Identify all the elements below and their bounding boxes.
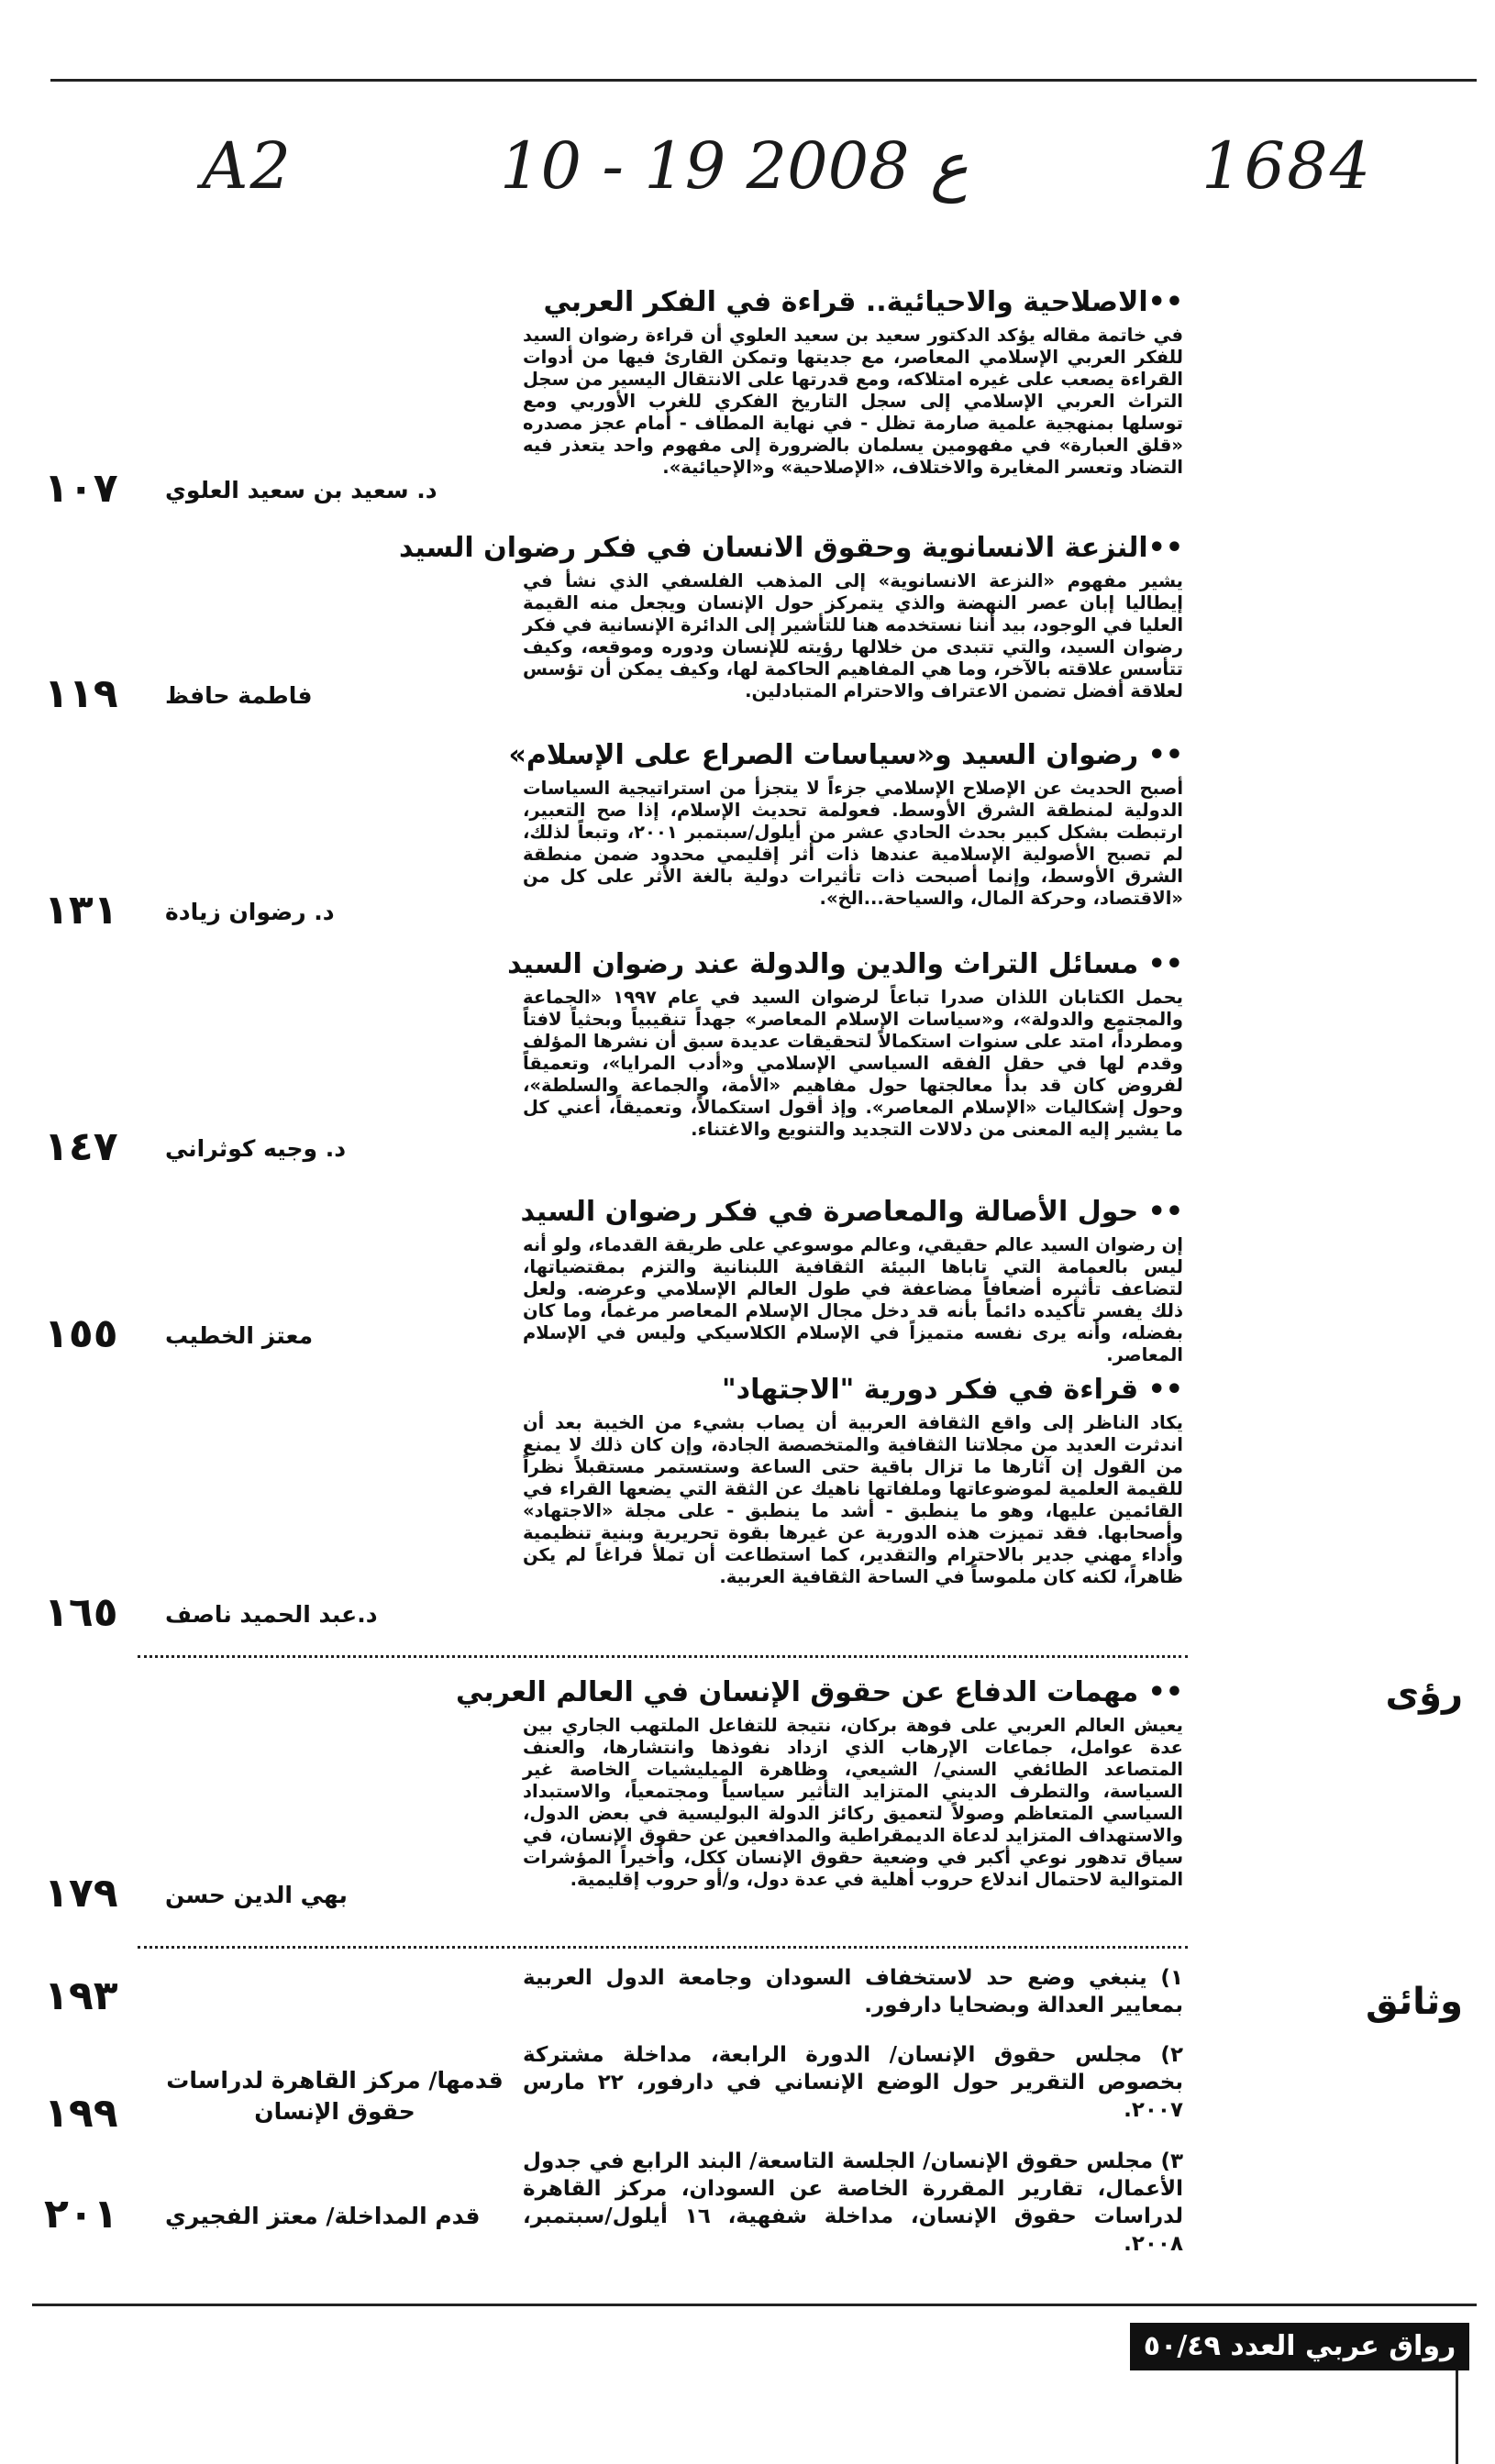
article-entry [520,1194,1183,1366]
document-summary: ٢) مجلس حقوق الإنسان/ الدورة الرابعة، مداخلة مشتركة بخصوص التقرير حول الوضع الإنساني في دارفور، ٢٢ مارس ٢٠٠٧. [523,2043,1183,2122]
document-summary: ١) ينبغي وضع حد لاستخفاف السودان وجامعة الدول العربية بمعايير العدالة وبضحايا دارفور. [523,1966,1183,2017]
article-summary: يكاد الناظر إلى واقع الثقافة العربية أن يصاب بشيء من الخيبة بعد أن اندثرت العديد من مجلاتنا الثقافية والمتخصصة الجادة، وإن كان ذلك لا يمنع من القول إن آثارها ما تزال باقية حتى الساعة وستستمر مستقبلاً نظراً للقيمة العلمية لموضوعاتها وملفاتها ناهيك عن الثقة التي يضعها القراء في القائمين عليها، وهو ما ينطبق - أشد ما ينطبق - على مجلة «الاجتهاد» وأصحابها. فقد تميزت هذه الدورية عن غيرها بقوة تحريرية وبنية تنظيمية وأداء مهني جدير بالاحترام والتقدير، كما استطاعت أن تملأ فراغاً لم يكن ظاهراً، لكنه كان ملموساً في الساحة الثقافية العربية. [523,1412,1183,1587]
page-number: ١٧٩ [44,1870,118,1917]
document-entry [523,1964,1183,2019]
article-entry [456,1674,1183,1891]
page-number: ١٥٥ [44,1310,118,1357]
article-summary: أصبح الحديث عن الإصلاح الإسلامي جزءاً لا يتجزأ من استراتيجية السياسات الدولية لمنطقة الشرق الأوسط. فعولمة تحديث الإسلام، إذا صح التعبير، ارتبطت بشكل كبير بحدث الحادي عشر من أيلول/سبتمبر ٢٠٠١، وتبعاً لذلك، لم تصبح الأصولية الإسلامية عندها ذات أثر إقليمي محدود ضمن منطقة الشرق الأوسط، وإنما أصبحت ذات تأثيرات دولية بالغة الأثر على كل من «الاقتصاد، وحركة المال، والسياحة...الخ». [523,778,1183,909]
corner-line [1456,2370,1458,2464]
article-title: •• مسائل التراث والدين والدولة عند رضوان السيد [507,948,1183,980]
article-author: د. سعيد بن سعيد العلوي [165,477,437,503]
article-entry [523,284,1183,479]
article-author: فاطمة حافظ [165,682,313,709]
document-summary: ٣) مجلس حقوق الإنسان/ الجلسة التاسعة/ البند الرابع في جدول الأعمال، تقارير المقررة الخاصة عن السودان، مركز القاهرة لدراسات حقوق الإنسان، مداخلة شفهية، ١٦ أيلول/سبتمبر، ٢٠٠٨. [523,2149,1183,2256]
article-summary: يعيش العالم العربي على فوهة بركان، نتيجة للتفاعل الملتهب الجاري بين عدة عوامل، جماعات الإرهاب الذي ازداد نفوذها وانتشارها، والعنف المتصاعد الطائفي السني/ الشيعي، وظاهرة الميليشيات الخاصة غير السياسة، والتطرف الديني المتزايد التأثير سياسياً ومجتمعياً، والاستبداد السياسي المتعاظم وصولاً لتعميق ركائز الدولة البوليسية في بعض الدول، والاستهداف المتزايد لدعاة الديمقراطية والمدافعين عن حقوق الإنسان، في سياق تدهور نوعي أكبر في وضعية حقوق الإنسان ككل، وأخيراً المؤشرات المتوالية لاحتمال اندلاع حروب أهلية في عدة دول، و/أو حروب إقليمية. [523,1715,1183,1890]
article-entry [523,1372,1183,1588]
handwritten-date: 10 - 19 ع 2008 [500,128,969,204]
page-number: ١٠٧ [44,465,118,512]
article-summary: يحمل الكتابان اللذان صدرا تباعاً لرضوان السيد في عام ١٩٩٧ «الجماعة والمجتمع والدولة»، و«سياسات الإسلام المعاصر» جهداً تنقيبياً وبحثياً لافتاً ومطرداً، امتد على سنوات استكمالاً لتحقيقات عديدة سبق أن نشرها المؤلف وقدم لها في حقل الفقه السياسي الإسلامي و«أدب المرايا»، وتعميقاً لفروض كان قد بدأ معالجتها حول مفاهيم «الأمة، والجماعة والسلطة»، وحول إشكاليات «الإسلام المعاصر». وإذ أقول استكمالاً، وتعميقاً، أعني كل ما يشير إليه المعنى من دلالات التجديد والتنويع والاغتناء. [523,987,1183,1140]
document-entry [523,2041,1183,2124]
article-title: ••الاصلاحية والاحيائية.. قراءة في الفكر العربي [543,286,1183,318]
section-label-views: رؤى [1385,1673,1463,1715]
handwritten-code: A2 [202,128,293,204]
page-number: ١٣١ [44,887,118,934]
article-entry [508,737,1183,910]
article-author: معتز الخطيب [165,1322,314,1349]
journal-footer: رواق عربي العدد ٥٠/٤٩ [1130,2323,1469,2370]
article-title: •• مهمات الدفاع عن حقوق الإنسان في العالم العربي [456,1676,1183,1708]
section-divider [138,1655,1188,1658]
article-summary: إن رضوان السيد عالم حقيقي، وعالم موسوعي على طريقة القدماء، ولو أنه ليس بالعمامة التي تاباها البيئة الثقافية اللبنانية والتزم بمقتضياتها، لتضاعف تأثيره أضعافاً مضاعفة في طول العالم الإسلامي وعرضه. ولعل ذلك يفسر تأكيده دائماً بأنه قد دخل مجال الإسلام المعاصر مرغماً، وما كان بفضله، وأنه يرى نفسه متميزاً في الإسلام الكلاسيكي وليس في الإسلام المعاصر. [523,1234,1183,1365]
document-entry [523,2148,1183,2258]
article-title: •• حول الأصالة والمعاصرة في فكر رضوان السيد [520,1196,1183,1228]
article-title: ••النزعة الانسانوية وحقوق الانسان في فكر رضوان السيد [399,532,1183,564]
page-number: ٢٠١ [44,2191,118,2237]
article-summary: يشير مفهوم «النزعة الانسانوية» إلى المذهب الفلسفي الذي نشأ في إيطاليا إبان عصر النهضة والذي يتمركز حول الإنسان ويجعل منه القيمة العليا في الوجود، بيد أننا نستخدمه هنا للتأشير إلى الدائرة الإنسانية في فكر رضوان السيد، والتي تتبدى من خلالها رؤيته للإنسان ودوره وموقعه، وكيف تتأسس علاقته بالآخر، وما هي المفاهيم الحاكمة لها، وكيف يمكن أن تؤسس لعلاقة أفضل تضمن الاعتراف والاحترام المتبادلين. [523,570,1183,702]
bottom-rule [32,2304,1477,2306]
article-entry [399,530,1183,702]
article-author: بهي الدين حسن [165,1882,348,1908]
page-number: ١٩٩ [44,2090,118,2137]
article-title: •• قراءة في فكر دورية "الاجتهاد" [722,1374,1183,1406]
article-title: •• رضوان السيد و«سياسات الصراع على الإسلام» [508,739,1183,771]
page-number: ١٦٥ [44,1589,118,1636]
document-author: قدمها/ مركز القاهرة لدراسات حقوق الإنسان [166,2067,504,2125]
article-author: د. وجيه كوثراني [165,1135,347,1162]
article-author: د.عبد الحميد ناصف [165,1601,378,1628]
page-number: ١١٩ [44,670,118,717]
article-summary: في خاتمة مقاله يؤكد الدكتور سعيد بن سعيد العلوي أن قراءة رضوان السيد للفكر العربي الإسلامي المعاصر، مع جديتها وتمكن القارئ فيها من أدوات القراءة يصعب على غيره امتلاكه، ومع قدرتها على الانتقال اليسير من سجل التراث العربي الإسلامي إلى سجل التاريخ الفكري للغرب الأوربي ومع توسلها بمنهجية علمية صارمة تظل - في نهاية المطاف - أمام عجز مصدره «قلق العبارة» في مفهومين يسلمان بالضرورة إلى مفهوم واحد يتعذر فيه التضاد وتعسر المغايرة والاختلاف، «الإصلاحية» و«الإحيائية». [523,325,1183,478]
page-number: ١٩٣ [44,1972,118,2019]
document-author: قدم المداخلة/ معتز الفجيري [165,2203,481,2229]
handwritten-number: 1684 [1202,128,1373,204]
page-number: ١٤٧ [44,1123,118,1170]
article-author: د. رضوان زيادة [165,899,335,925]
section-divider [138,1946,1188,1949]
section-label-documents: وثائق [1366,1981,1463,2023]
article-entry [507,946,1183,1141]
